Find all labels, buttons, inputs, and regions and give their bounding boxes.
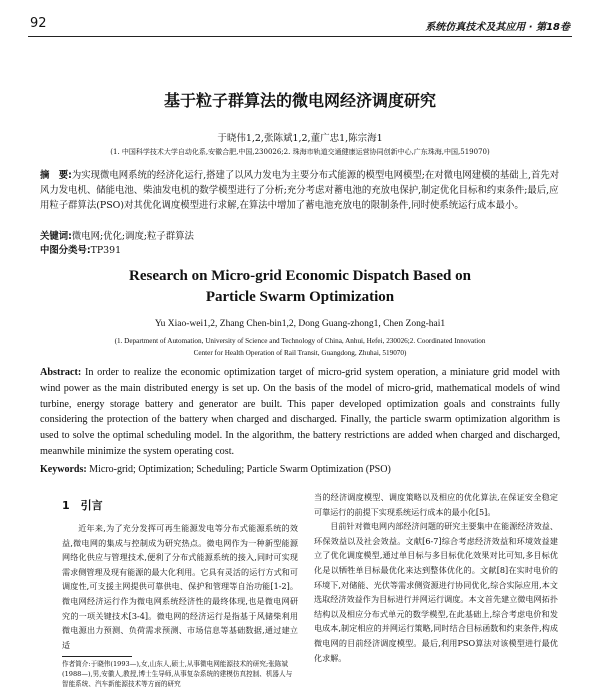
body-right-column bbox=[314, 490, 558, 665]
abstract-english bbox=[40, 365, 560, 460]
abstract-en-text: In order to realize the economic optimization target of micro-grid system operation, a miniature grid model with wind power as the main distributed energy is set up. On the basis of the model of micro-grid, mathematical models of wind turbine, energy storage battery and generator are built. This paper developed optimization goals and constraints fully considering the protection of the battery when charged and discharged. Finally, the particle swarm optimization algorithm is used to solve the optimal scheduling model. In the algorithm, the battery restrictions are added when charged and discharged, meanwhile minimize the system operating cost. bbox=[40, 367, 561, 457]
class-number-text: TP391 bbox=[90, 245, 122, 256]
page-number: 92 bbox=[30, 16, 47, 31]
keywords-en-label: Keywords: bbox=[40, 464, 87, 475]
affiliation-chinese: (1. 中国科学技术大学自动化系,安徽合肥,中国,230026;2. 珠海市轨道交通健康运营协同创新中心,广东珠海,中国,519070) bbox=[110, 148, 490, 156]
keywords-cn-text: 微电网;优化;调度;粒子群算法 bbox=[71, 231, 194, 242]
keywords-cn-label: 关键词: bbox=[40, 231, 72, 242]
keywords-english bbox=[40, 462, 560, 477]
title-en-line2: Particle Swarm Optimization bbox=[205, 289, 395, 305]
title-english bbox=[0, 266, 600, 308]
keywords-en-text: Micro-grid; Optimization; Scheduling; Particle Swarm Optimization (PSO) bbox=[89, 464, 391, 475]
body-paragraph: 目前针对微电网内部经济问题的研究主要集中在能源经济效益、环保效益以及社会效益。文献[6-7]综合考虑经济效益和环境效益建立了优化调度模型,通过单目标与多目标优化效果对比可知,多目标优化是以牺牲单目标最优化来达到整体优化的。文献[8]在实时电价的环境下,对储能、光伏等需求侧资源进行协同优化,综合实际应用,本文选取经济效益作为目标进行并网运行调度。本文首先建立微电网拓扑结构以及相应分布式单元的数学模型,在此基础上,综合考虑电价和发电成本,制定相应的并网运行策略,同时结合目标函数和约束条件,构成微电网的目前经济调度模型。最后,利用PSO算法对该模型进行最优化求解。 bbox=[314, 521, 558, 663]
authors-english: Yu Xiao-wei1,2, Zhang Chen-bin1,2, Dong Guang-zhong1, Chen Zong-hai1 bbox=[154, 319, 446, 329]
abstract-chinese bbox=[40, 168, 560, 213]
header-rule bbox=[28, 36, 572, 37]
keywords-chinese bbox=[40, 229, 560, 244]
footnote-author-info: 作者简介:于晓伟(1993—),女,山东人,硕士,从事微电网能源技术的研究;张陈斌(1988—),男,安徽人,教授,博士生导师,从事复杂系统的建模仿真控制、机器人与智能系统、汽车新能源技术等方面的研究 bbox=[62, 660, 293, 688]
body-paragraph: 当的经济调度模型、调度策略以及相应的优化算法,在保证安全稳定可靠运行的前提下实现系统运行成本的最小化[5]。 bbox=[314, 492, 558, 517]
affiliation-en-line1: (1. Department of Automation, University of Science and Technology of China, Anhui, Hefei, 230026;2. Coordinated Innovation bbox=[114, 337, 486, 345]
abstract-en-label: Abstract: bbox=[40, 367, 82, 378]
title-chinese: 基于粒子群算法的微电网经济调度研究 bbox=[163, 91, 436, 110]
title-en-line1: Research on Micro-grid Economic Dispatch Based on bbox=[129, 268, 471, 284]
body-left-column bbox=[62, 521, 298, 652]
abstract-cn-text: 为实现微电网系统的经济化运行,搭建了以风力发电为主要分布式能源的模型电网模型;在对微电网建模的基础上,首先对风力发电机、储能电池、柴油发电机的数学模型进行了分析;充分考虑对蓄电池的充放电保护,制定优化目标和约束条件;最后,应用粒子群算法(PSO)对其优化调度模型进行求解,在算法中增加了蓄电池充放电的限制条件,同时使系统运行成本最小。 bbox=[40, 170, 560, 211]
class-number-label: 中图分类号: bbox=[40, 245, 91, 256]
affiliation-english bbox=[70, 335, 530, 359]
authors-chinese: 于晓伟1,2,张陈斌1,2,董广忠1,陈宗海1 bbox=[217, 133, 383, 144]
affiliation-en-line2: Center for Health Operation of Rail Transit, Guangdong, Zhuhai, 519070) bbox=[193, 349, 407, 357]
journal-header: 系统仿真技术及其应用 · 第18卷 bbox=[425, 22, 570, 33]
section-heading-introduction: 1 引言 bbox=[62, 499, 103, 512]
footnote-rule bbox=[62, 656, 132, 657]
class-number bbox=[40, 243, 560, 258]
abstract-cn-label: 摘 要: bbox=[40, 170, 72, 181]
body-paragraph: 近年来,为了充分发挥可再生能源发电等分布式能源系统的效益,微电网的集成与控制成为研究热点。微电网作为一种新型能源网络化供应与管理技术,便利了分布式能源系统的接入,同时可实现需求侧管理及现有能源的最大化利用。它具有灵活的运行方式和可调度性,可支援主网提供可靠供电、保护和管理等自治功能[1-2]。微电网经济运行作为微电网系统经济性的最终体现,也是微电网研究的一项关键技术[3-4]。微电网的经济运行是指基于风储柴利用微电源出力预测、负荷需求预测、市场信息等基础数据,通过建立适 bbox=[62, 523, 298, 650]
